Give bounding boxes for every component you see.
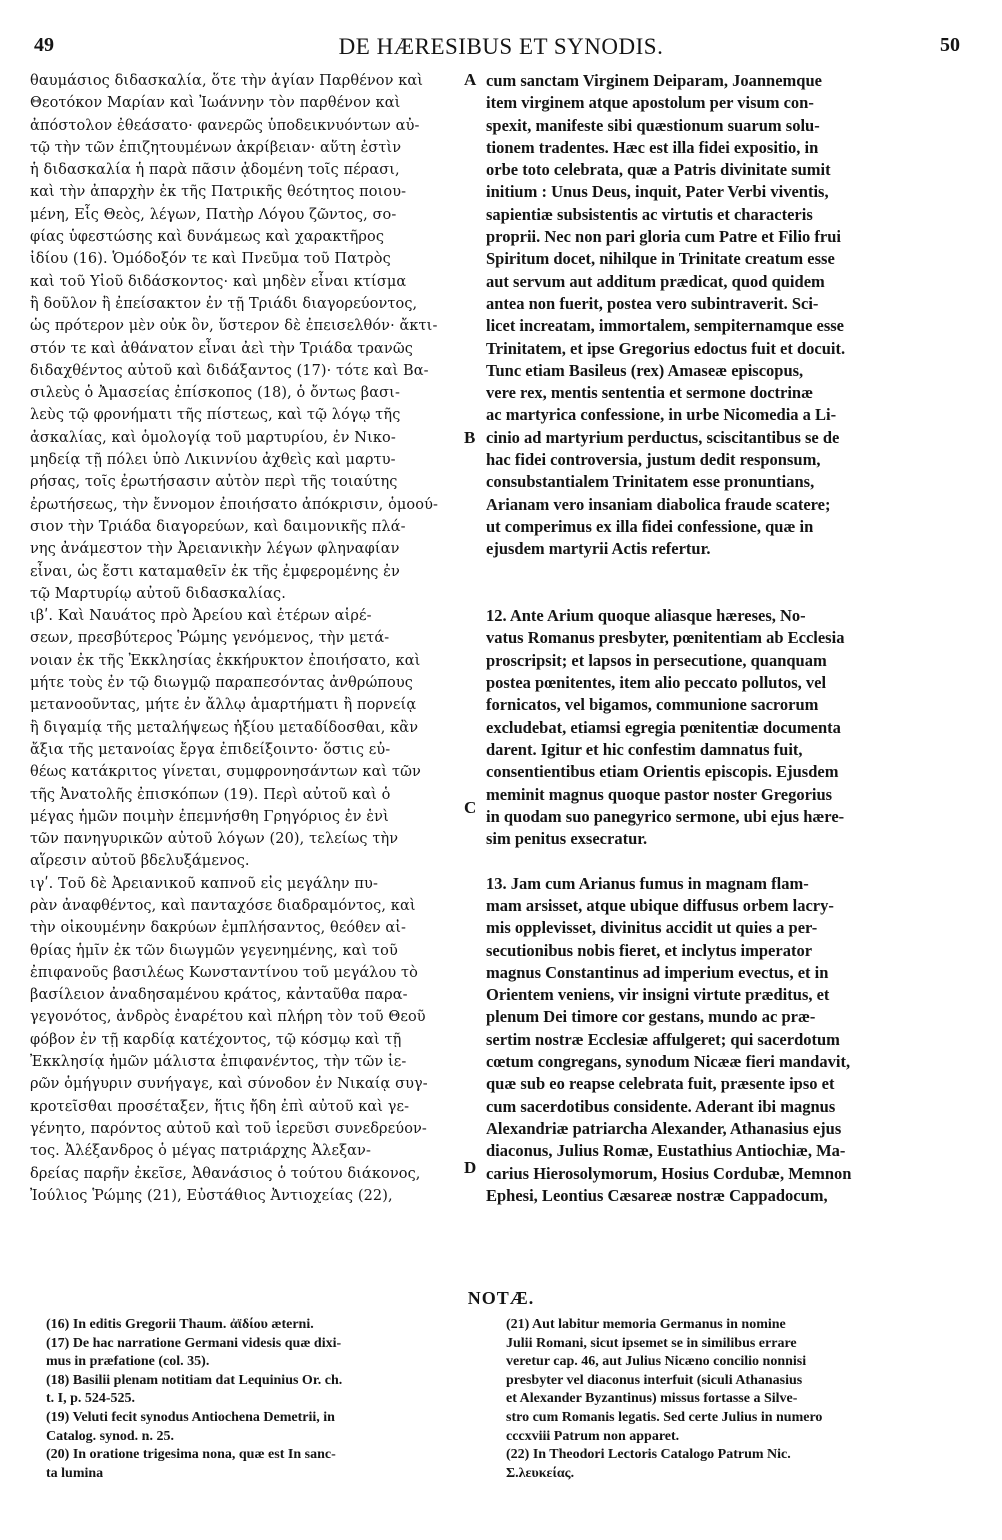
greek-text-line: μήτε τοὺς ἐν τῷ διωγμῷ παραπεσόντας ἀνθρώπους	[30, 675, 414, 692]
greek-text-line: νης ἀνάμεστον τὴν Ἀρειανικὴν λέγων φληναφίαν	[30, 541, 400, 558]
greek-text-line: μηδείᾳ τῇ πόλει ὑπὸ Λικιννίου ἀχθεὶς καὶ μαρτυ-	[30, 452, 396, 469]
greek-text-line: μέγας ἡμῶν ποιμὴν ἐπεμνήσθη Γρηγόριος ἐν ἑνὶ	[30, 808, 389, 825]
greek-text-line: ρῶν ὁμήγυριν συνήγαγε, καὶ σύνοδον ἐν Νικαίᾳ συγ-	[30, 1076, 428, 1093]
greek-text-line: σεων, πρεσβύτερος Ῥώμης γενόμενος, τὴν μετά-	[30, 630, 390, 647]
greek-text-line: ἄξια τῆς μετανοίας ἔργα ἐπιδείξοιντο· ὅστις εὐ-	[30, 741, 391, 758]
latin-text-line: Tunc etiam Basileus (rex) Amaseæ episcopus,	[486, 360, 804, 380]
greek-text-line: καὶ τοῦ Υἱοῦ διδάσκοντος· καὶ μηδὲν εἶναι κτίσμα	[30, 273, 407, 290]
latin-text-line	[486, 850, 908, 872]
latin-text-line: 12. Ante Arium quoque aliasque hæreses, No-	[486, 606, 806, 626]
footnote-line: (16) In editis Gregorii Thaum. ἀϊδίου æterni.	[46, 1317, 314, 1332]
latin-text-line: fornicatos, vel bigamos, communione sacrorum	[486, 695, 819, 715]
running-header	[0, 34, 1002, 64]
page-number-right: 50	[940, 34, 960, 56]
latin-text-line: Spiritum docet, nihilque in Trinitate creatum esse	[486, 249, 835, 269]
footnotes-right	[506, 1316, 926, 1483]
latin-text-line: cinio ad martyrium perductus, sciscitantibus se de	[486, 427, 840, 447]
greek-text-line: σιον τὴν Τριάδα διαγορεύων, καὶ δαιμονικῆς πλά-	[30, 518, 406, 535]
latin-text-line: hac fidei controversia, justum dedit responsum,	[486, 450, 821, 470]
greek-text-line: αἵρεσιν αὐτοῦ βδελυξάμενος.	[30, 853, 250, 870]
footnote-line: veretur cap. 46, aut Julius Nicæno concilio nonnisi	[506, 1354, 807, 1370]
greek-text-line: διδαχθέντος αὐτοῦ καὶ διδάξαντος (17)· τότε καὶ Βα-	[30, 362, 429, 379]
greek-text-line: ἐρωτήσεως, τὴν ἔννομον ἐποιήσατο ἀπόκρισιν, ὁμοού-	[30, 496, 438, 513]
latin-text-line: ut comperimus ex illa fidei confessione, quæ in	[486, 516, 814, 536]
latin-text-line	[486, 561, 908, 583]
running-title: DE HÆRESIBUS ET SYNODIS.	[338, 34, 664, 59]
latin-text-line: diaconus, Julius Romæ, Eustathius Antiochiæ, Ma-	[486, 1141, 846, 1161]
latin-text-line: darent. Igitur et hic confestim damnatus fuit,	[486, 739, 803, 759]
greek-text-line: μένη, Εἷς Θεὸς, λέγων, Πατὴρ Λόγου ζῶντος, σο-	[30, 206, 397, 223]
footnote-line: (21) Aut labitur memoria Germanus in nomine	[506, 1317, 786, 1332]
footnote-line: cccxviii Patrum non apparet.	[506, 1428, 680, 1444]
greek-text-line: τῶν πανηγυρικῶν αὐτοῦ λόγων (20), τελείως τὴν	[30, 831, 399, 848]
greek-text-line: ἀσκαλίας, καὶ ὁμολογίᾳ τοῦ μαρτυρίου, ἐν Νικο-	[30, 429, 396, 446]
greek-text-line: θέως κατάκριτος γίνεται, συμφρονησάντων καὶ τῶν	[30, 764, 421, 781]
latin-text-line: mis opplevisset, divinitus accidit ut quies a per-	[486, 918, 818, 938]
footnote-line: t. I, p. 524-525.	[46, 1391, 136, 1407]
greek-text-line: ἢ δοῦλον ἢ ἐπείσακτον ἐν τῇ Τριάδι διαγορεύοντος,	[30, 295, 418, 312]
greek-text-line: ρήσας, τοῖς ἐρωτήσασιν αὐτὸν περὶ τῆς τοιαύτης	[30, 474, 398, 491]
footnote-line: Catalog. synod. n. 25.	[46, 1428, 174, 1444]
latin-text-line: plenum Dei timore cor gestans, mundo ac præ-	[486, 1007, 816, 1027]
footnote-line: (19) Veluti fecit synodus Antiochena Demetrii, in	[46, 1409, 335, 1425]
greek-text-line: τος. Ἀλέξανδρος ὁ μέγας πατριάρχης Ἀλεξαν-	[30, 1143, 371, 1160]
latin-text-column	[486, 70, 908, 1207]
footnote-line: (17) De hac narratione Germani videsis quæ dixi-	[46, 1335, 342, 1351]
greek-text-column	[30, 70, 460, 1207]
greek-text-line: τῷ Μαρτυρίῳ αὐτοῦ διδασκαλίας.	[30, 585, 286, 602]
latin-text-line: sim penitus exsecratur.	[486, 829, 648, 849]
footnote-line: et Alexander Byzantinus) missus fortasse a Silve-	[506, 1391, 798, 1407]
latin-text-line: orbe toto celebrata, quæ a Patris divinitate sumit	[486, 160, 831, 180]
greek-text-line: θρίας ἡμῖν ἐκ τῶν διωγμῶν γεγενημένης, καὶ τοῦ	[30, 942, 398, 959]
latin-text-line: mam arsisset, atque ubique diffusus orbem lacry-	[486, 895, 834, 915]
section-marker-b: B	[464, 428, 476, 447]
greek-text-line: γένητο, παρόντος αὐτοῦ καὶ τοῦ ἱερεῦσι συνεδρεύον-	[30, 1120, 427, 1137]
greek-text-line: κροτεῖσθαι προσέταξεν, ἥτις ἤδη ἐπὶ αὐτοῦ καὶ γε-	[30, 1098, 410, 1115]
greek-text-line: Ἐκκλησίᾳ ἡμῶν μάλιστα ἐπιφανέντος, τὴν τῶν ἱε-	[30, 1054, 407, 1071]
greek-text-line: στόν τε καὶ ἀθάνατον εἶναι ἀεὶ τὴν Τριάδα τρανῶς	[30, 340, 413, 357]
latin-text-line: Ephesi, Leontius Cæsareæ nostræ Cappadocum,	[486, 1185, 828, 1205]
footnote-line: (18) Basilii plenam notitiam dat Lequinius Or. ch.	[46, 1372, 343, 1388]
greek-text-line: δρείας παρῆν ἐκεῖσε, Ἀθανάσιος ὁ τούτου διάκονος,	[30, 1165, 421, 1182]
latin-text-line: item virginem atque apostolum per visum con-	[486, 93, 814, 113]
latin-text-line: ac martyrica confessione, in urbe Nicomedia a Li-	[486, 405, 837, 425]
greek-text-line: εἶναι, ὡς ἔστι καταμαθεῖν ἐκ τῆς ἐμφερομένης ἐν	[30, 563, 400, 580]
latin-text-line: Arianam vero insaniam diabolica fraude scatere;	[486, 494, 831, 514]
latin-text-line: consentientibus etiam Orientis episcopis. Ejusdem	[486, 762, 839, 782]
latin-text-line: sertim nostræ Ecclesiæ affulgeret; qui sacerdotum	[486, 1029, 840, 1049]
footnote-line: (22) In Theodori Lectoris Catalogo Patrum Nic.	[506, 1447, 791, 1463]
notes-heading: NOTÆ.	[467, 1288, 535, 1308]
section-marker-c: C	[464, 798, 477, 817]
latin-text-line: antea non fuerit, postea vero subintraverit. Sci-	[486, 293, 819, 313]
greek-text-line: φόβον ἐν τῇ καρδίᾳ κατέχοντος, τῷ κόσμῳ καὶ τῇ	[30, 1031, 402, 1048]
latin-text-line: secutionibus nobis fieret, et inclytus imperator	[486, 940, 813, 960]
greek-text-line: μετανοοῦντας, μήτε ἐν ἄλλῳ ἁμαρτήματι ἢ πορνείᾳ	[30, 697, 417, 714]
latin-text-line: Alexandriæ patriarcha Alexander, Athanasius ejus	[486, 1118, 842, 1138]
latin-text-line: cœtum congregans, synodum Nicææ fieri mandavit,	[486, 1052, 851, 1072]
footnote-line: mus in præfatione (col. 35).	[46, 1354, 210, 1370]
latin-text-line	[486, 583, 908, 605]
greek-text-line: καὶ τὴν ἀπαρχὴν ἐκ τῆς Πατρικῆς θεότητος ποιου-	[30, 184, 407, 201]
latin-text-line: vere rex, mentis sententia et sermone doctrinæ	[486, 383, 814, 403]
latin-text-line: carius Hierosolymorum, Hosius Cordubæ, Memnon	[486, 1163, 852, 1183]
latin-text-line: licet increatam, immortalem, sempiternamque esse	[486, 316, 845, 336]
greek-text-line: σιλεὺς ὁ Ἀμασείας ἐπίσκοπος (18), ὁ ὄντως βασι-	[30, 385, 400, 402]
latin-text-line: consubstantialem Trinitatem esse pronuntians,	[486, 472, 815, 492]
greek-text-line: λεὺς τῷ φρονήματι τῆς πίστεως, καὶ τῷ λόγῳ τῆς	[30, 407, 401, 424]
greek-text-line: ἐπιφανοῦς βασιλέως Κωνσταντίνου τοῦ μεγάλου τὸ	[30, 964, 418, 981]
greek-text-line: ἰδίου (16). Ὁμόδοξόν τε καὶ Πνεῦμα τοῦ Πατρὸς	[30, 251, 391, 268]
latin-text-line: initium : Unus Deus, inquit, Pater Verbi viventis,	[486, 182, 829, 202]
latin-text-line: Orientem veniens, vir insigni virtute præditus, et	[486, 985, 830, 1005]
latin-text-line: aut servum aut additum prædicat, quod quidem	[486, 271, 825, 291]
greek-text-line: νοιαν ἐκ τῆς Ἐκκλησίας ἐκκήρυκτον ἐποιήσατο, καὶ	[30, 652, 421, 669]
greek-text-line: ιγʹ. Τοῦ δὲ Ἀρειανικοῦ καπνοῦ εἰς μεγάλην πυ-	[30, 875, 378, 892]
greek-text-line: ἀπόστολον ἐθεάσατο· φανερῶς ὑποδεικνυόντων αὐ-	[30, 117, 420, 134]
latin-text-line: postea pœnitentes, item alio peccato pollutos, vel	[486, 673, 827, 693]
latin-text-line: tionem tradentes. Hæc est illa fidei expositio, in	[486, 137, 819, 157]
latin-text-line: cum sacerdotibus considente. Aderant ibi magnus	[486, 1096, 836, 1116]
latin-text-line: proprii. Nec non pari gloria cum Patre et Filio frui	[486, 227, 842, 247]
footnote-line: presbyter vel diaconus interfuit (siculi Athanasius	[506, 1372, 803, 1388]
latin-text-line: cum sanctam Virginem Deiparam, Joannemque	[486, 71, 822, 90]
greek-text-line: ιβʹ. Καὶ Ναυάτος πρὸ Ἀρείου καὶ ἑτέρων αἱρέ-	[30, 608, 372, 625]
latin-text-line: excludebat, etiamsi egregia pœnitentiæ documenta	[486, 717, 841, 737]
greek-text-line: ὡς πρότερον μὲν οὐκ ὂν, ὕστερον δὲ ἐπεισελθόν· ἄκτι-	[30, 318, 438, 335]
footnote-line: Julii Romani, sicut ipsemet se in similibus errare	[506, 1335, 797, 1351]
latin-text-line: sapientiæ subsistentis ac virtutis et characteris	[486, 204, 813, 224]
greek-text-line: φίας ὑφεστώσης καὶ δυνάμεως καὶ χαρακτῆρος	[30, 229, 385, 246]
greek-text-line: ἡ διδασκαλία ἡ παρὰ πᾶσιν ᾀδομένη τοῖς πέρασι,	[30, 162, 400, 179]
latin-text-line: meminit magnus quoque pastor noster Gregorius	[486, 784, 833, 804]
greek-text-line: τὴν οἰκουμένην δακρύων ἐμπλήσαντος, θεόθεν αἰ-	[30, 920, 407, 937]
latin-text-line: in quodam suo panegyrico sermone, ubi ejus hære-	[486, 806, 845, 826]
greek-text-line: ρὰν ἀναφθέντος, καὶ πανταχόσε διαδραμόντος, καὶ	[30, 897, 416, 914]
greek-text-line: τῷ τὴν τῶν ἐπιζητουμένων ἀκρίβειαν· αὕτη ἐστὶν	[30, 139, 402, 156]
latin-text-line: vatus Romanus presbyter, pœnitentiam ab Ecclesia	[486, 628, 845, 648]
latin-text-line: quæ sub eo reapse celebrata fuit, præsente ipso et	[486, 1074, 835, 1094]
section-marker-a: A	[464, 70, 477, 89]
page-number-left: 49	[34, 34, 54, 56]
section-marker-d: D	[464, 1158, 477, 1177]
latin-text-line: ejusdem martyrii Actis refertur.	[486, 539, 711, 559]
latin-text-line: proscripsit; et lapsos in persecutione, quanquam	[486, 650, 827, 670]
greek-text-line: τῆς Ἀνατολῆς ἐπισκόπων (19). Περὶ αὐτοῦ καὶ ὁ	[30, 786, 391, 803]
greek-text-line: Θεοτόκον Μαρίαν καὶ Ἰωάννην τὸν παρθένον καὶ	[30, 95, 401, 112]
greek-text-line: θαυμάσιος διδασκαλία, ὅτε τὴν ἁγίαν Παρθένον καὶ	[30, 73, 424, 89]
footnote-line: ta lumina	[46, 1465, 104, 1481]
greek-text-line: ἢ διγαμίᾳ τῆς μεταλήψεως ἠξίου μεταδίδοσθαι, κἂν	[30, 719, 419, 736]
latin-text-line: spexit, manifeste sibi quæstionum suarum solu-	[486, 115, 820, 135]
footnote-line: (20) In oratione trigesima nona, quæ est In sanc-	[46, 1447, 336, 1463]
latin-text-line: 13. Jam cum Arianus fumus in magnam flam-	[486, 873, 809, 893]
footnote-line: stro cum Romanis legatis. Sed certe Julius in numero	[506, 1409, 823, 1425]
greek-text-line: βασίλειον ἀναδησαμένου κράτος, κἀνταῦθα παρα-	[30, 987, 408, 1004]
greek-text-line: Ἰούλιος Ῥώμης (21), Εὐστάθιος Ἀντιοχείας (22),	[30, 1187, 393, 1204]
footnotes-left	[46, 1316, 466, 1483]
greek-text-line: γεγονότος, ἀνδρὸς ἐναρέτου καὶ πλήρη τὸν τοῦ Θεοῦ	[30, 1009, 426, 1026]
latin-text-line: Trinitatem, et ipse Gregorius edoctus fuit et docuit.	[486, 338, 846, 358]
latin-text-line: magnus Constantinus ad imperium evectus, et in	[486, 962, 829, 982]
footnote-line: Σ.λευκείας.	[506, 1465, 575, 1481]
